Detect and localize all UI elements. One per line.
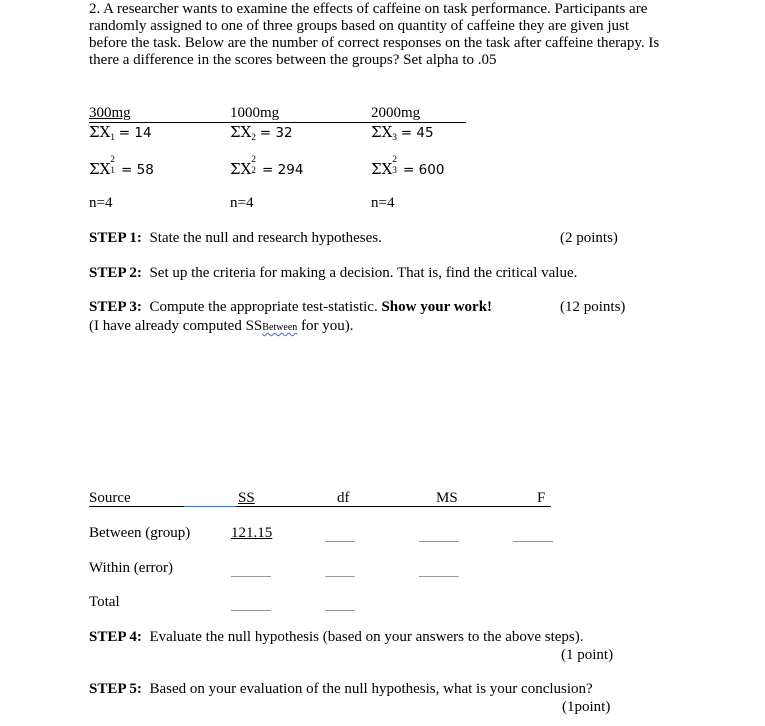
step-1: STEP 1: State the null and research hypotheses. xyxy=(89,230,382,246)
step-2: STEP 2: Set up the criteria for making a decision. That is, find the critical value. xyxy=(89,265,578,281)
step-1-points: (2 points) xyxy=(560,230,618,246)
group-label-2000mg: 2000mg xyxy=(368,105,466,123)
between-df-blank[interactable] xyxy=(325,541,355,542)
row-total-label: Total xyxy=(89,594,120,610)
row-within-label: Within (error) xyxy=(89,560,173,576)
sum-x2-300mg: ΣX 2 1 = 58 xyxy=(89,155,154,178)
anova-header-ss: SS xyxy=(238,490,255,506)
sum-x-1000mg: $\Sigma X_2 = 32$ xyxy=(230,123,293,143)
row-between-ss: 121.15 xyxy=(231,525,273,541)
question-text: 2. A researcher wants to examine the effects of caffeine on task performance. Participants are randomly assigned to one of three groups based on quantity of caffeine they are given just before the task. Below are the number of correct responses on the task after caffeine therapy. Is there a difference in the scores between the groups? Set alpha to .05 xyxy=(89,1,660,68)
step-3-note: (I have already computed SSBetween for you). xyxy=(89,318,354,334)
sum-x2-1000mg: ΣX 2 2 = 294 xyxy=(230,155,304,178)
between-ms-blank[interactable] xyxy=(419,541,459,542)
group-label-300mg: 300mg xyxy=(89,105,221,123)
step-3-points: (12 points) xyxy=(560,299,626,315)
n-2000mg: n=4 xyxy=(371,195,395,211)
anova-header-f: F xyxy=(537,490,546,506)
total-ss-blank[interactable] xyxy=(231,610,271,611)
within-ms-blank[interactable] xyxy=(419,576,459,577)
within-df-blank[interactable] xyxy=(325,576,355,577)
step-4-points: (1 point) xyxy=(561,647,614,663)
anova-header-row xyxy=(89,490,551,507)
within-ss-blank[interactable] xyxy=(231,576,271,577)
total-df-blank[interactable] xyxy=(325,610,355,611)
sum-x2-2000mg: ΣX 2 3 = 600 xyxy=(371,155,445,178)
step-5-points: (1point) xyxy=(562,699,611,715)
anova-header-source: Source xyxy=(89,490,131,506)
group-label-1000mg: 1000mg xyxy=(221,105,368,123)
n-1000mg: n=4 xyxy=(230,195,254,211)
step-5: STEP 5: Based on your evaluation of the null hypothesis, what is your conclusion? xyxy=(89,681,593,697)
sum-x-300mg: $\Sigma X_1 = 14$ xyxy=(89,123,152,143)
row-between-label: Between (group) xyxy=(89,525,191,541)
anova-header-ms: MS xyxy=(436,490,458,506)
step-3: STEP 3: Compute the appropriate test-statistic. Show your work! xyxy=(89,299,493,315)
n-300mg: n=4 xyxy=(89,195,113,211)
sum-x-2000mg: $\Sigma X_3 = 45$ xyxy=(371,123,434,143)
header-blue-rule xyxy=(184,506,236,507)
anova-header-df: df xyxy=(337,490,350,506)
between-f-blank[interactable] xyxy=(513,541,553,542)
step-4: STEP 4: Evaluate the null hypothesis (based on your answers to the above steps). xyxy=(89,629,584,645)
